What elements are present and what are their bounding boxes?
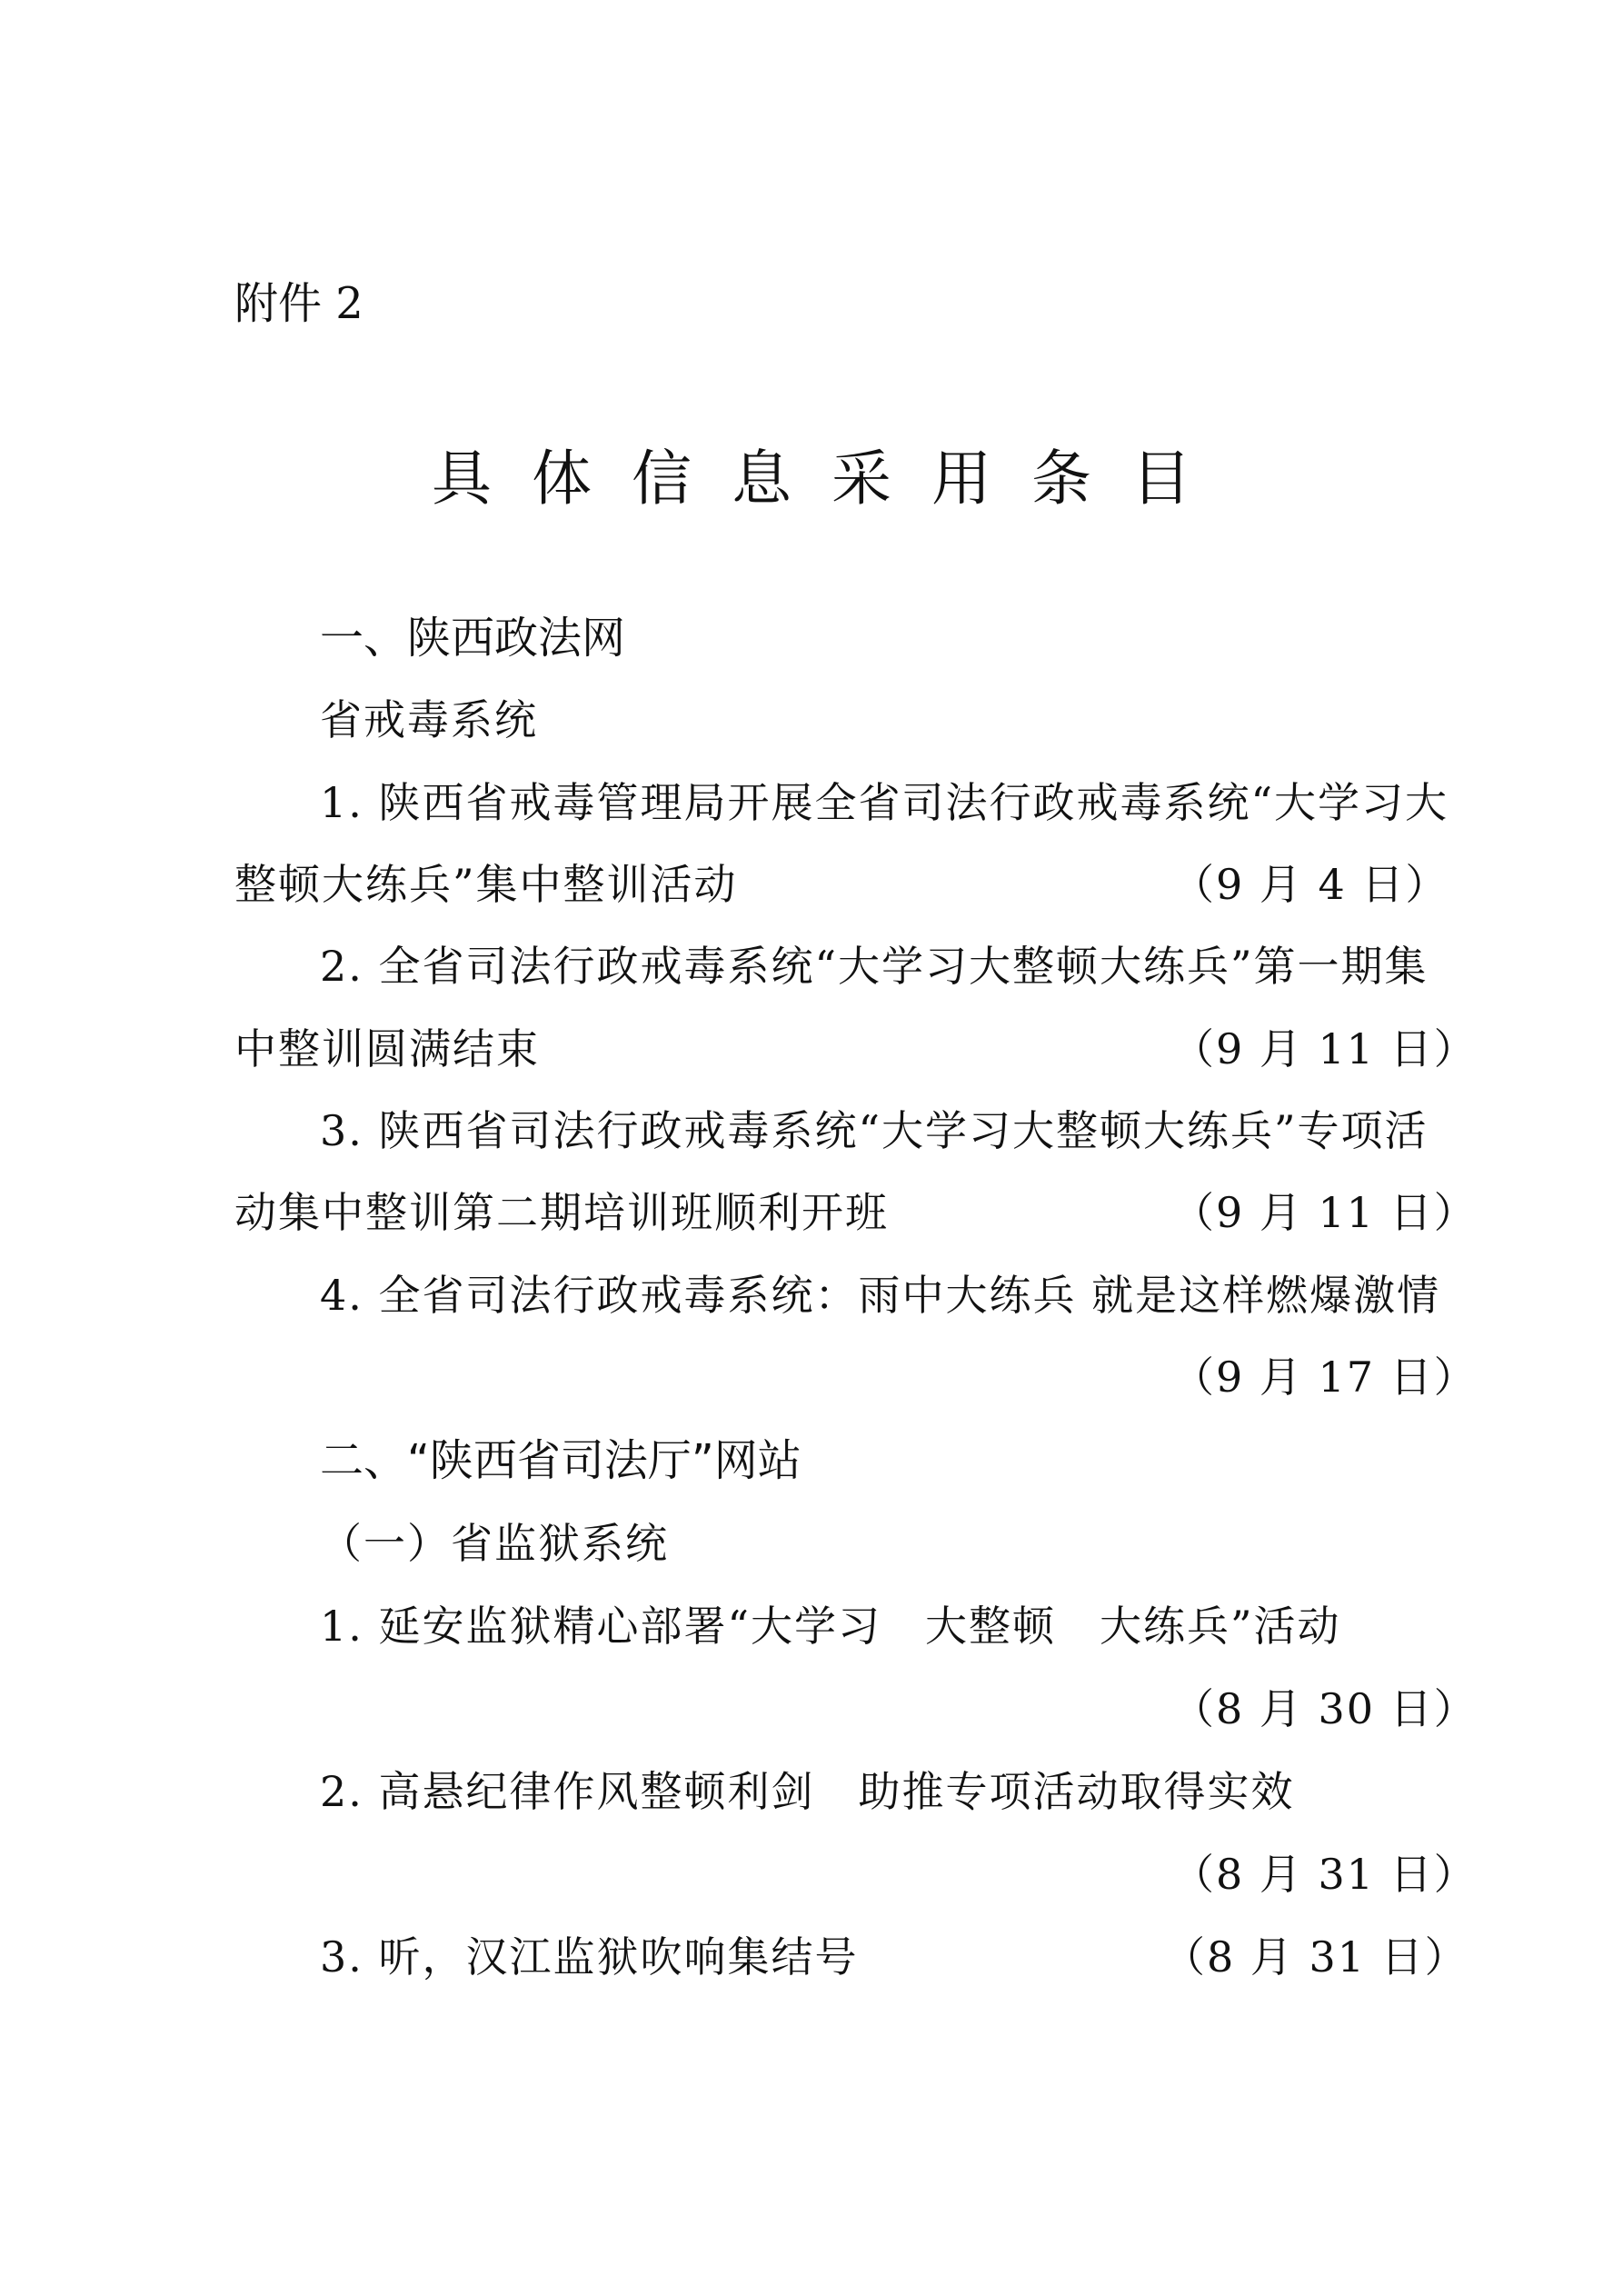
- item-1-line2: 整顿大练兵”集中整训活动: [234, 860, 738, 909]
- item-1-line1: 1. 陕西省戒毒管理局开展全省司法行政戒毒系统“大学习大: [320, 778, 1449, 827]
- item-1-date: （9 月 4 日）: [1172, 860, 1449, 909]
- document-title: 具体信息采用条目: [432, 444, 1231, 514]
- annex-label: 附件 2: [234, 278, 363, 329]
- item-3-date: （9 月 11 日）: [1172, 1188, 1478, 1237]
- section-heading-1: 一、陕西政法网: [320, 613, 626, 664]
- item-2-line2: 中整训圆满结束: [234, 1024, 540, 1073]
- item-7-line1: 3. 听，汉江监狱吹响集结号: [320, 1932, 859, 1982]
- item-5-date: （8 月 30 日）: [1172, 1684, 1478, 1733]
- item-3-line1: 3. 陕西省司法行政戒毒系统“大学习大整顿大练兵”专项活: [320, 1106, 1429, 1155]
- section-subheading-2: （一）省监狱系统: [320, 1519, 669, 1568]
- item-3-line2: 动集中整训第二期培训班顺利开班: [234, 1188, 889, 1237]
- item-7-date: （8 月 31 日）: [1163, 1932, 1469, 1982]
- item-6-line1: 2. 高悬纪律作风整顿利剑 助推专项活动取得实效: [320, 1767, 1295, 1816]
- section-heading-2: 二、“陕西省司法厅”网站: [320, 1435, 802, 1486]
- item-2-line1: 2. 全省司法行政戒毒系统“大学习大整顿大练兵”第一期集: [320, 942, 1429, 991]
- item-4-date: （9 月 17 日）: [1172, 1353, 1478, 1402]
- item-6-date: （8 月 31 日）: [1172, 1850, 1478, 1899]
- item-2-date: （9 月 11 日）: [1172, 1024, 1478, 1073]
- item-5-line1: 1. 延安监狱精心部署“大学习 大整顿 大练兵”活动: [320, 1602, 1341, 1651]
- section-subheading-1: 省戒毒系统: [320, 695, 538, 744]
- item-4-line1: 4. 全省司法行政戒毒系统：雨中大练兵 就是这样燃爆激情: [320, 1271, 1441, 1320]
